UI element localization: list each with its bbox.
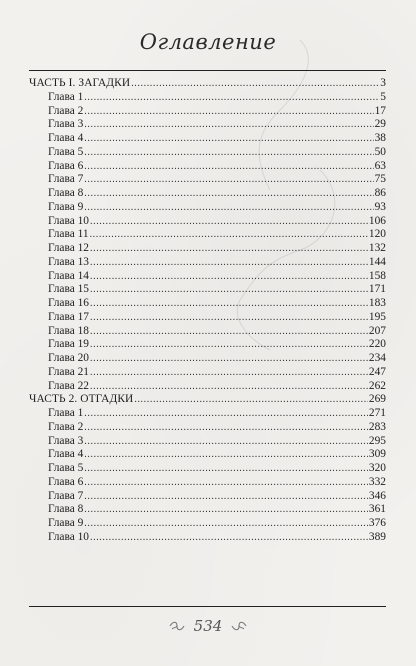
toc-entry-page: 93 (374, 200, 386, 213)
dot-leader (84, 105, 373, 119)
dot-leader (84, 160, 373, 174)
toc-chapter-row (29, 338, 386, 352)
toc-chapter-row (29, 297, 386, 311)
toc-chapter-row (29, 91, 386, 105)
toc-entry-page: 106 (368, 214, 386, 227)
toc-entry-label: Глава 21 (48, 365, 89, 378)
toc-entry-page: 389 (368, 530, 386, 543)
toc-chapter-row (29, 242, 386, 256)
toc-entry-label: Глава 13 (48, 255, 89, 268)
dot-leader (84, 490, 368, 504)
toc-chapter-row (29, 462, 386, 476)
dot-leader (84, 173, 373, 187)
toc-chapter-row (29, 380, 386, 394)
toc-entry-label: Глава 5 (48, 462, 84, 474)
toc-entry-label: Глава 19 (48, 338, 89, 351)
toc-entry-label: Глава 8 (48, 187, 84, 199)
dot-leader (90, 338, 368, 352)
toc-entry-page: 5 (380, 90, 386, 103)
toc-chapter-row (29, 325, 386, 339)
toc-entry-label: Глава 7 (48, 173, 84, 186)
toc-part-row (29, 393, 386, 407)
dot-leader (134, 393, 368, 407)
toc-entry-label: Глава 17 (48, 310, 89, 323)
toc-entry-page: 171 (368, 283, 386, 296)
dot-leader (84, 132, 373, 146)
toc-entry-page: 346 (368, 489, 386, 502)
toc-entry-label: Глава 10 (48, 530, 89, 543)
toc-entry-label: Глава 9 (48, 517, 84, 529)
toc-chapter-row (29, 256, 386, 270)
toc-entry-label: Глава 15 (48, 283, 89, 296)
dot-leader (90, 352, 368, 366)
toc-entry-label: Глава 16 (48, 297, 89, 309)
toc-entry-page: 271 (368, 407, 386, 419)
toc-chapter-row (29, 215, 386, 229)
dot-leader (90, 256, 368, 270)
toc-chapter-row (29, 448, 386, 462)
toc-chapter-row (29, 517, 386, 531)
dot-leader (84, 476, 368, 490)
toc-entry-label: Глава 14 (48, 269, 89, 282)
bottom-rule (29, 606, 386, 607)
toc-chapter-row (29, 132, 386, 146)
toc-entry-page: 269 (368, 393, 386, 406)
dot-leader (90, 297, 368, 311)
dot-leader (90, 242, 368, 256)
dot-leader (84, 201, 373, 215)
table-of-contents (29, 77, 386, 545)
dot-leader (90, 215, 368, 229)
dot-leader (84, 517, 368, 531)
toc-entry-page: 247 (368, 365, 386, 378)
dot-leader (84, 448, 368, 462)
dot-leader (90, 270, 368, 284)
page-number: 534 (193, 617, 223, 635)
toc-entry-label: Глава 18 (48, 324, 89, 337)
toc-entry-label: Глава 4 (48, 132, 84, 144)
toc-entry-page: 262 (368, 379, 386, 392)
toc-chapter-row (29, 311, 386, 325)
toc-entry-page: 295 (368, 434, 386, 447)
ornament-right-icon (230, 620, 248, 632)
toc-chapter-row (29, 173, 386, 187)
dot-leader (84, 435, 368, 449)
toc-entry-page: 29 (374, 118, 386, 131)
dot-leader (84, 91, 379, 105)
toc-entry-page: 320 (368, 462, 386, 474)
toc-entry-label: Глава 11 (48, 228, 89, 241)
toc-chapter-row (29, 201, 386, 215)
toc-entry-label: Глава 3 (48, 434, 84, 447)
toc-entry-page: 50 (374, 145, 386, 158)
toc-entry-label: Глава 3 (48, 118, 84, 131)
toc-entry-page: 234 (368, 352, 386, 364)
toc-entry-page: 38 (374, 132, 386, 144)
toc-chapter-row (29, 490, 386, 504)
toc-chapter-row (29, 421, 386, 435)
toc-entry-page: 120 (368, 228, 386, 241)
dot-leader (84, 118, 373, 132)
toc-chapter-row (29, 187, 386, 201)
toc-entry-label: Глава 2 (48, 104, 84, 117)
toc-entry-page: 183 (368, 297, 386, 309)
dot-leader (84, 421, 368, 435)
toc-entry-page: 376 (368, 517, 386, 529)
dot-leader (131, 77, 379, 91)
toc-chapter-row (29, 531, 386, 545)
dot-leader (90, 366, 368, 380)
toc-chapter-row (29, 270, 386, 284)
toc-entry-page: 63 (374, 159, 386, 172)
toc-entry-label: Глава 22 (48, 379, 89, 392)
dot-leader (90, 380, 368, 394)
toc-entry-page: 86 (374, 187, 386, 199)
toc-entry-page: 309 (368, 448, 386, 461)
toc-chapter-row (29, 366, 386, 380)
toc-entry-label: Глава 20 (48, 352, 89, 364)
toc-chapter-row (29, 435, 386, 449)
toc-chapter-row (29, 228, 386, 242)
toc-entry-page: 144 (368, 255, 386, 268)
toc-entry-page: 283 (368, 420, 386, 433)
toc-entry-label: Глава 1 (48, 90, 84, 103)
dot-leader (90, 531, 368, 545)
toc-entry-page: 158 (368, 269, 386, 282)
dot-leader (84, 146, 373, 160)
toc-entry-label: ЧАСТЬ 2. ОТГАДКИ (29, 393, 134, 406)
toc-chapter-row (29, 146, 386, 160)
toc-entry-page: 207 (368, 324, 386, 337)
toc-entry-page: 17 (374, 104, 386, 117)
dot-leader (90, 325, 368, 339)
toc-chapter-row (29, 476, 386, 490)
toc-entry-page: 3 (380, 77, 386, 89)
dot-leader (90, 228, 368, 242)
page-title: Оглавление (139, 30, 277, 54)
ornament-left-icon (168, 620, 186, 632)
toc-entry-label: Глава 7 (48, 489, 84, 502)
dot-leader (84, 503, 368, 517)
dot-leader (84, 187, 373, 201)
dot-leader (84, 462, 368, 476)
toc-entry-page: 332 (368, 475, 386, 488)
toc-chapter-row (29, 352, 386, 366)
toc-chapter-row (29, 503, 386, 517)
toc-entry-label: Глава 6 (48, 159, 84, 172)
toc-entry-page: 361 (368, 503, 386, 516)
toc-entry-label: Глава 5 (48, 145, 84, 158)
toc-entry-label: Глава 10 (48, 214, 89, 227)
toc-entry-page: 75 (374, 173, 386, 186)
toc-entry-label: ЧАСТЬ I. ЗАГАДКИ (29, 77, 131, 89)
toc-chapter-row (29, 407, 386, 421)
toc-entry-label: Глава 12 (48, 242, 89, 254)
toc-entry-page: 132 (368, 242, 386, 254)
toc-entry-label: Глава 8 (48, 503, 84, 516)
toc-entry-label: Глава 4 (48, 448, 84, 461)
toc-entry-label: Глава 6 (48, 475, 84, 488)
toc-entry-label: Глава 1 (48, 407, 84, 419)
toc-entry-page: 220 (368, 338, 386, 351)
toc-chapter-row (29, 105, 386, 119)
toc-chapter-row (29, 160, 386, 174)
top-rule (29, 70, 386, 71)
dot-leader (90, 283, 368, 297)
toc-chapter-row (29, 283, 386, 297)
toc-entry-label: Глава 2 (48, 420, 84, 433)
toc-entry-page: 195 (368, 310, 386, 323)
dot-leader (90, 311, 368, 325)
toc-chapter-row (29, 118, 386, 132)
toc-part-row (29, 77, 386, 91)
dot-leader (84, 407, 368, 421)
page-footer (0, 617, 416, 635)
toc-entry-label: Глава 9 (48, 200, 84, 213)
